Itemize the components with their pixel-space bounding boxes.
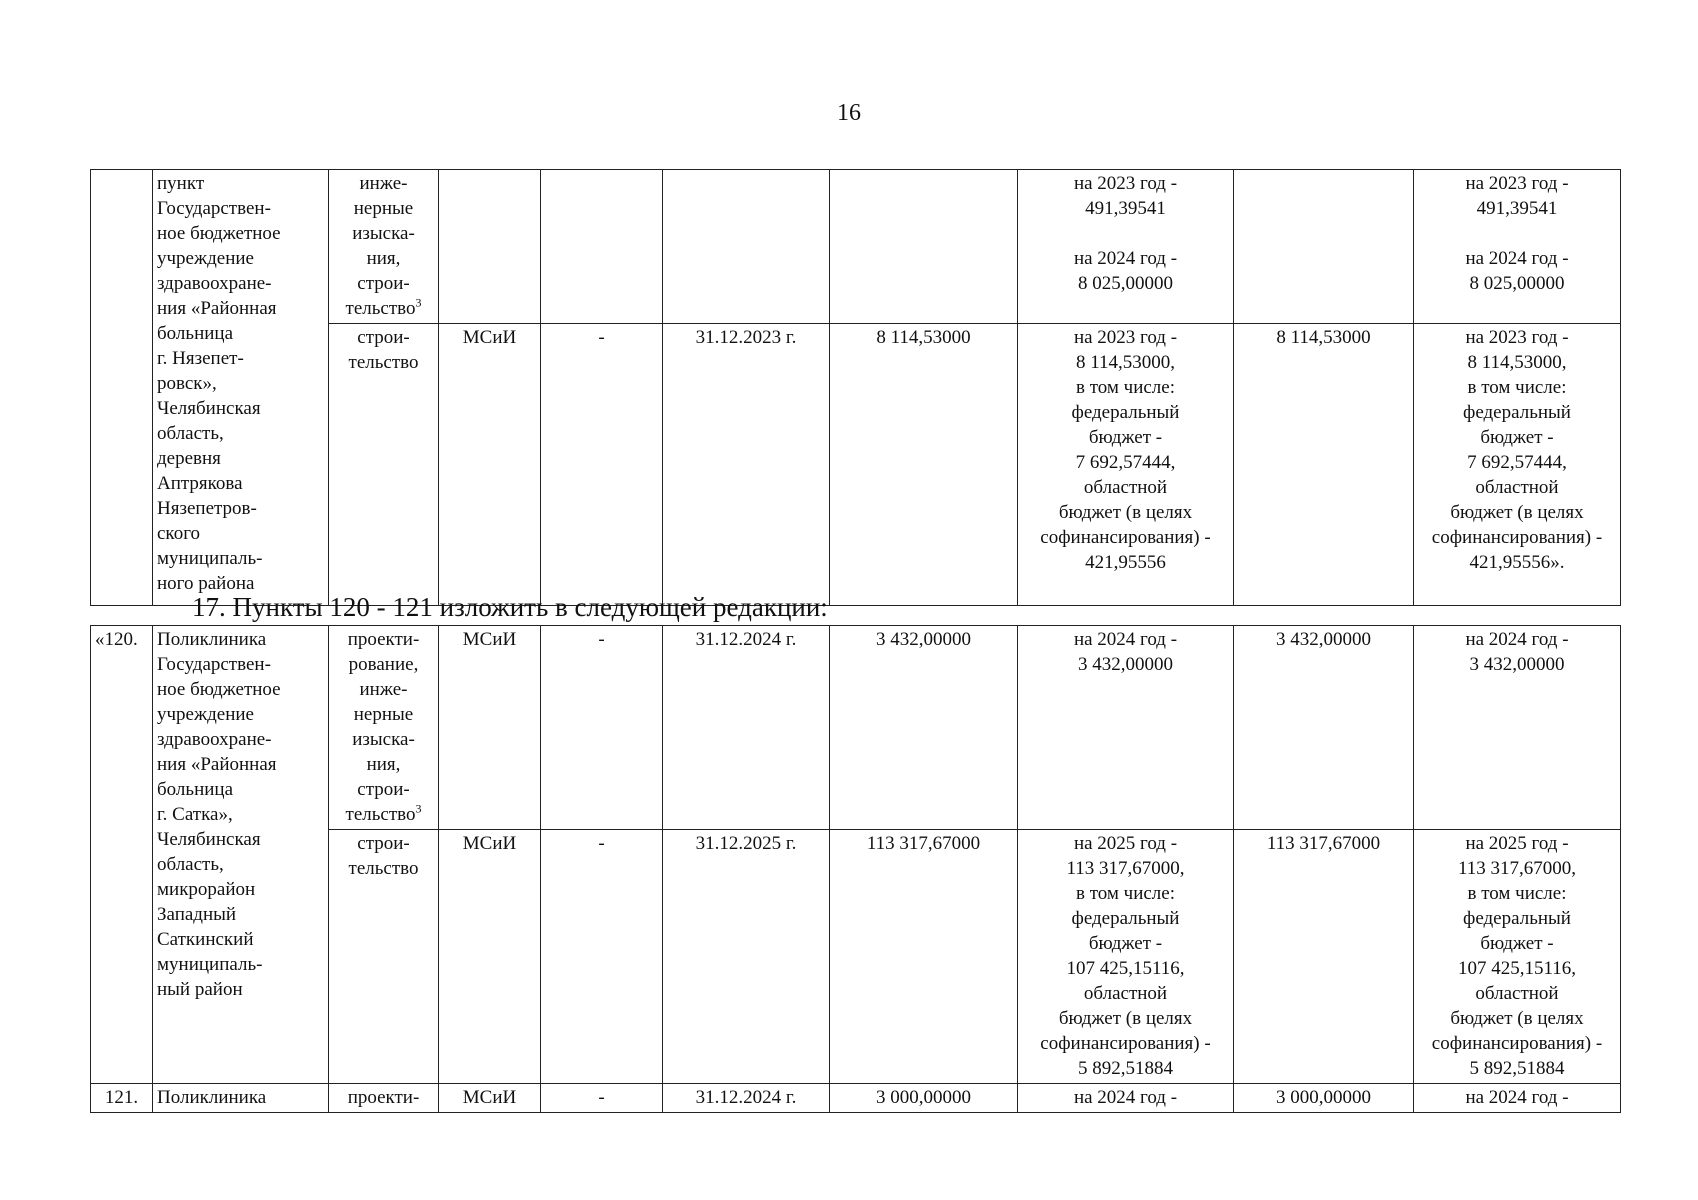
cost-cell: 8 114,53000 xyxy=(830,324,1018,606)
financing2-cell xyxy=(1414,170,1621,324)
work-type-cell: строи- тельство xyxy=(329,830,439,1084)
date-cell xyxy=(663,170,830,324)
date-cell: 31.12.2024 г. xyxy=(663,1084,830,1113)
top-table xyxy=(90,169,1621,606)
financing2-2023: на 2023 год - 491,39541 xyxy=(1465,173,1569,219)
financing-2024: на 2024 год - 8 025,00000 xyxy=(1073,248,1178,294)
financing2-2024: на 2024 год - 8 025,00000 xyxy=(1465,248,1569,294)
customer-cell xyxy=(439,170,541,324)
item-number-cell: «120. xyxy=(91,626,153,1084)
financing2-cell: на 2024 год - 3 432,00000 xyxy=(1414,626,1621,830)
cost-cell xyxy=(830,170,1018,324)
financing-2023: на 2023 год - 491,39541 xyxy=(1073,173,1178,219)
object-name-cell: пункт Государствен- ное бюджетное учреждение здравоохране- ния «Районная больница г. Нязепет- ровск», Челябинская область, деревня Аптрякова Нязепетров- ского муниципаль- ного района xyxy=(153,170,329,606)
date-cell: 31.12.2024 г. xyxy=(663,626,830,830)
capacity-cell: - xyxy=(541,626,663,830)
bottom-table xyxy=(90,625,1621,1113)
cost-cell: 3 432,00000 xyxy=(830,626,1018,830)
financing-cell: на 2023 год - 8 114,53000, в том числе: федеральный бюджет - 7 692,57444, областной бюджет (в целях софинансирования) - 421,95556 xyxy=(1018,324,1234,606)
table-row xyxy=(91,626,1621,830)
financing-cell xyxy=(1018,170,1234,324)
financing2-cell: на 2025 год - 113 317,67000, в том числе: федеральный бюджет - 107 425,15116, областной бюджет (в целях софинансирования) - 5 892,51884 xyxy=(1414,830,1621,1084)
limit-cell: 3 432,00000 xyxy=(1234,626,1414,830)
limit-cell: 3 000,00000 xyxy=(1234,1084,1414,1113)
customer-cell: МСиИ xyxy=(439,324,541,606)
financing2-cell: на 2024 год - xyxy=(1414,1084,1621,1113)
object-name-cell: Поликлиника xyxy=(153,1084,329,1113)
footnote-mark: 3 xyxy=(415,801,422,816)
limit-cell: 8 114,53000 xyxy=(1234,324,1414,606)
customer-cell: МСиИ xyxy=(439,830,541,1084)
date-cell: 31.12.2023 г. xyxy=(663,324,830,606)
footnote-mark: 3 xyxy=(415,295,422,310)
work-type-cell: строи- тельство xyxy=(329,324,439,606)
date-cell: 31.12.2025 г. xyxy=(663,830,830,1084)
work-type-cell xyxy=(329,626,439,830)
cost-cell: 3 000,00000 xyxy=(830,1084,1018,1113)
work-type-cell xyxy=(329,170,439,324)
capacity-cell: - xyxy=(541,324,663,606)
item-number-cell xyxy=(91,170,153,606)
limit-cell xyxy=(1234,170,1414,324)
work-type-text: проекти- рование, инже- нерные изыска- ния, строи- тельство xyxy=(345,629,420,825)
financing2-cell: на 2023 год - 8 114,53000, в том числе: федеральный бюджет - 7 692,57444, областной бюджет (в целях софинансирования) - 421,95556». xyxy=(1414,324,1621,606)
financing-cell: на 2024 год - 3 432,00000 xyxy=(1018,626,1234,830)
financing-cell: на 2025 год - 113 317,67000, в том числе: федеральный бюджет - 107 425,15116, областной бюджет (в целях софинансирования) - 5 892,51884 xyxy=(1018,830,1234,1084)
customer-cell: МСиИ xyxy=(439,1084,541,1113)
page-number: 16 xyxy=(837,100,861,126)
cost-cell: 113 317,67000 xyxy=(830,830,1018,1084)
work-type-cell: проекти- xyxy=(329,1084,439,1113)
work-type-text: инже- нерные изыска- ния, строи- тельство xyxy=(345,173,416,319)
object-name-cell: Поликлиника Государствен- ное бюджетное учреждение здравоохране- ния «Районная больница г. Сатка», Челябинская область, микрорайон Западный Саткинский муниципаль- ный район xyxy=(153,626,329,1084)
customer-cell: МСиИ xyxy=(439,626,541,830)
table-row xyxy=(91,170,1621,324)
capacity-cell xyxy=(541,170,663,324)
financing-cell: на 2024 год - xyxy=(1018,1084,1234,1113)
limit-cell: 113 317,67000 xyxy=(1234,830,1414,1084)
section-heading: 17. Пункты 120 - 121 изложить в следующей редакции: xyxy=(192,592,828,622)
table-row xyxy=(91,1084,1621,1113)
capacity-cell: - xyxy=(541,1084,663,1113)
capacity-cell: - xyxy=(541,830,663,1084)
item-number-cell: 121. xyxy=(91,1084,153,1113)
